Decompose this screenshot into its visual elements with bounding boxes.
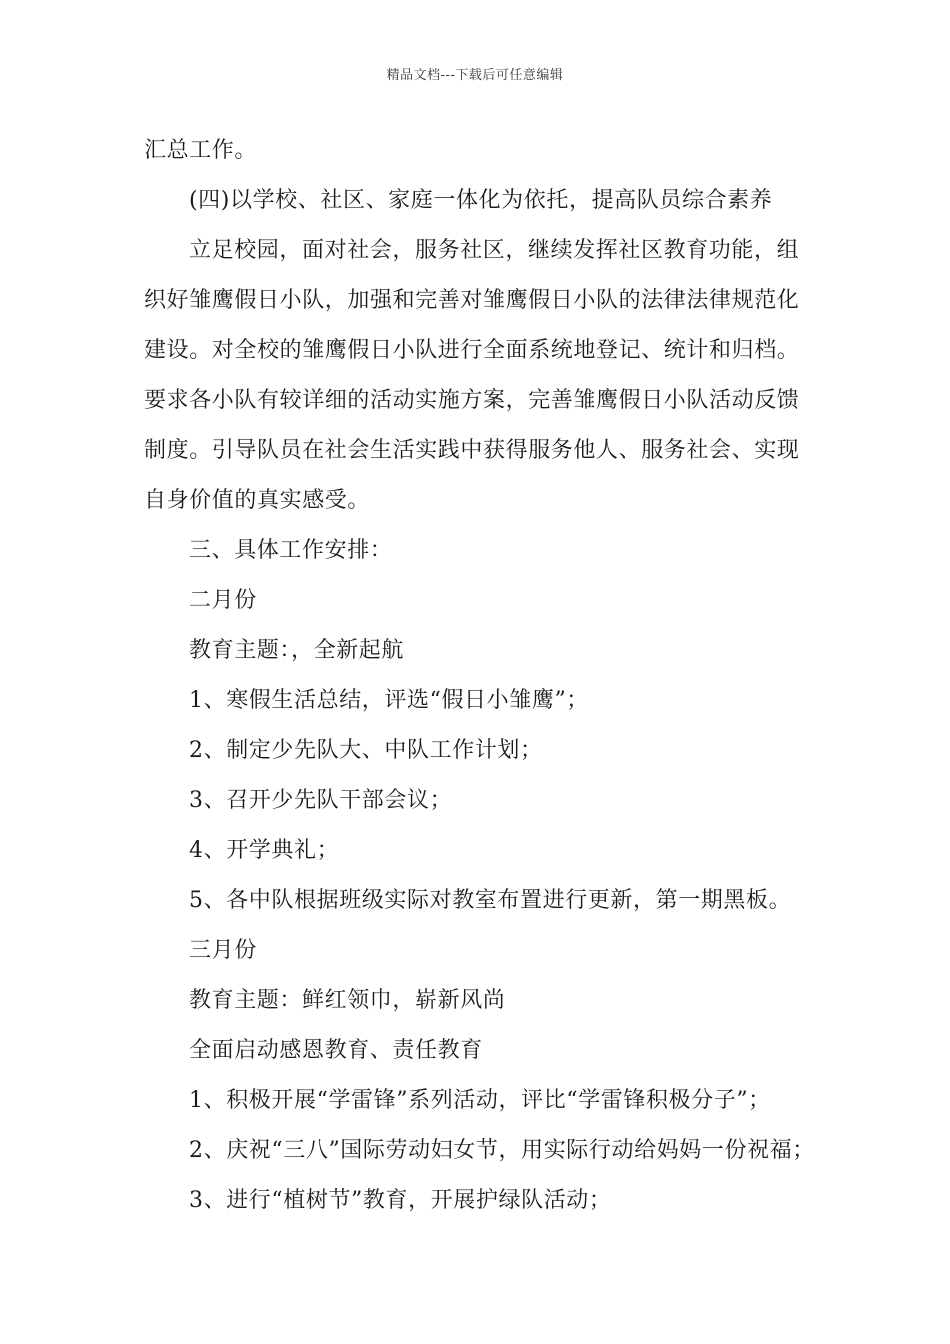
paragraph-line: 汇总工作。 — [144, 138, 258, 163]
list-item: 4、开学典礼； — [189, 838, 340, 863]
list-item: 1、积极开展“学雷锋”系列活动，评比“学雷锋积极分子”； — [189, 1088, 771, 1113]
month-heading: 二月份 — [189, 588, 257, 613]
section-heading: 三、具体工作安排： — [189, 538, 393, 563]
theme-line: 教育主题：鲜红领巾，崭新风尚 — [189, 988, 506, 1013]
paragraph-line: 自身价值的真实感受。 — [144, 488, 371, 513]
theme-line: 教育主题：，全新起航 — [189, 638, 405, 663]
list-item: 3、进行“植树节”教育，开展护绿队活动； — [189, 1188, 612, 1213]
month-heading: 三月份 — [189, 938, 257, 963]
list-item: 2、制定少先队大、中队工作计划； — [189, 738, 543, 763]
list-item: 1、寒假生活总结，评选“假日小雏鹰”； — [189, 688, 589, 713]
paragraph-line: 立足校园，面对社会，服务社区，继续发挥社区教育功能，组 — [189, 238, 800, 263]
paragraph-line: 织好雏鹰假日小队，加强和完善对雏鹰假日小队的法律法律规范化 — [144, 288, 800, 313]
page-header: 精品文档---下载后可任意编辑 — [386, 68, 564, 83]
list-item: 5、各中队根据班级实际对教室布置进行更新，第一期黑板。 — [189, 888, 792, 913]
section-heading: (四)以学校、社区、家庭一体化为依托，提高队员综合素养 — [189, 188, 773, 213]
paragraph-line: 制度。引导队员在社会生活实践中获得服务他人、服务社会、实现 — [144, 438, 800, 463]
list-item: 3、召开少先队干部会议； — [189, 788, 453, 813]
paragraph-line: 要求各小队有较详细的活动实施方案，完善雏鹰假日小队活动反馈 — [144, 388, 800, 413]
list-item: 2、庆祝“三八”国际劳动妇女节，用实际行动给妈妈一份祝福； — [189, 1138, 815, 1163]
paragraph-line: 建设。对全校的雏鹰假日小队进行全面系统地登记、统计和归档。 — [144, 338, 800, 363]
paragraph-line: 全面启动感恩教育、责任教育 — [189, 1038, 483, 1063]
